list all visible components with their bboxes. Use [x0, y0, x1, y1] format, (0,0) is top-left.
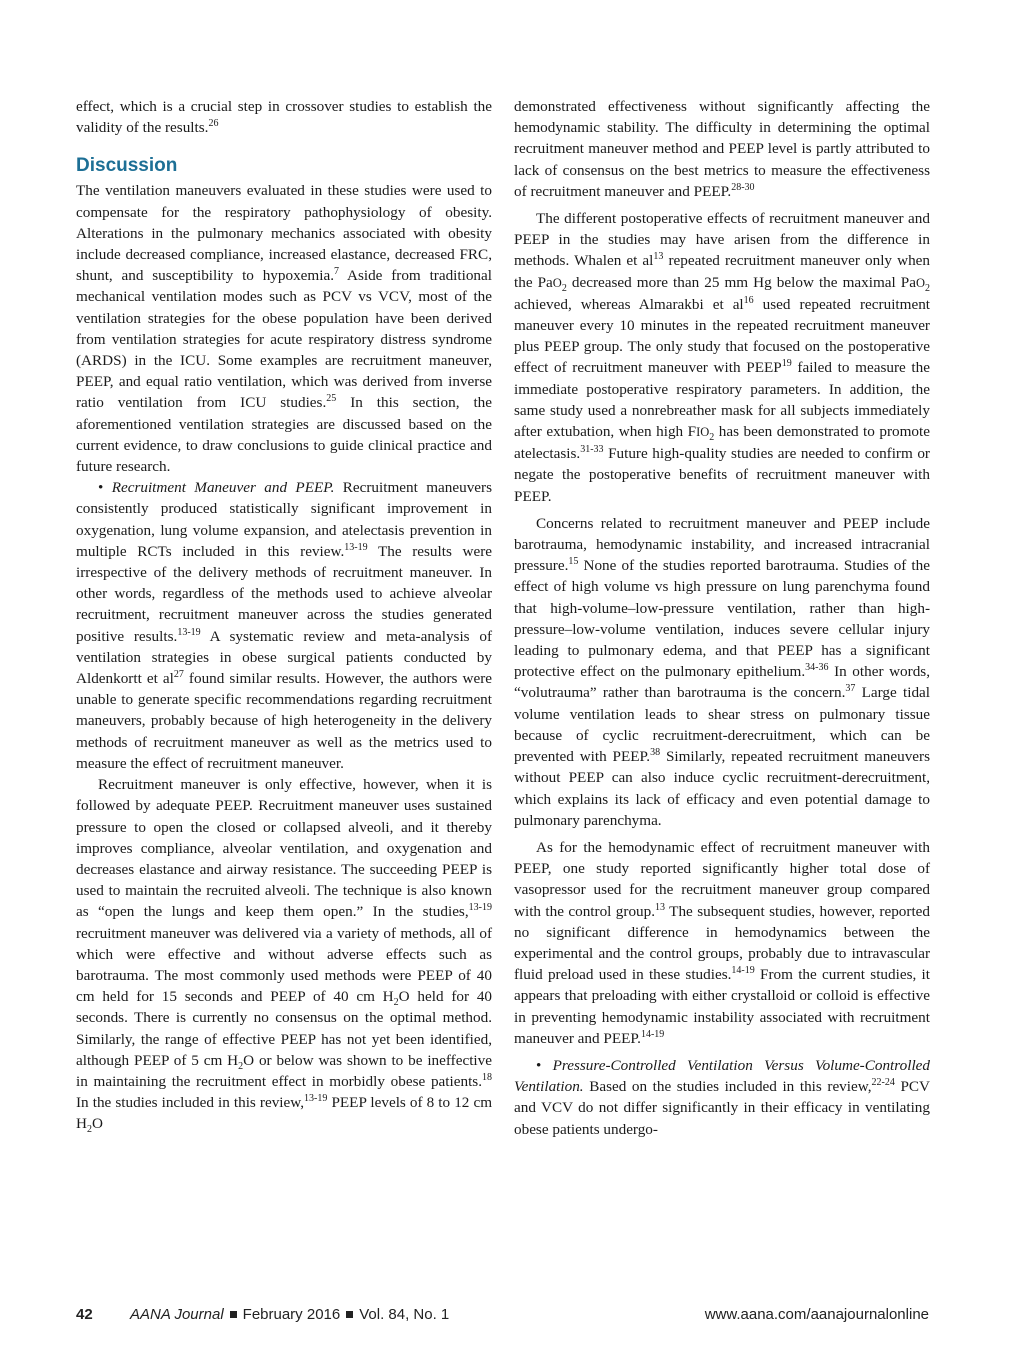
paragraph-recruitment-maneuver: • Recruitment Maneuver and PEEP. Recruitment maneuvers consistently produced statistically significant improvement in oxygenation, lung volume expansion, and atelectasis prevention in multiple RCTs included in this review.$^{13-19}$ The results were irrespective of the delivery methods of recruitment maneuver. In other words, regardless of the methods used to achieve alveolar recruitment, recruitment maneuver across the studies generated positive results.$^{13-19}$ A systematic review and meta-analysis of ventilation strategies in obese surgical patients conducted by Aldenkortt et $al^{27}$ found similar results. However, the authors were unable to generate specific recommendations regarding recruitment maneuvers, probably because of high heterogeneity in the delivery methods of recruitment maneuver as well as the metrics used to measure the effect of recruitment maneuver. [76, 479, 492, 772]
paragraph: The different postoperative effects of recruitment maneuver and PEEP in the studies may have arisen from the difference in methods. Whalen et $al^{13}$ repeated recruitment maneuver only when the PaO$_2$ decreased more than 25 mm Hg below the maximal PaO$_2$ achieved, whereas Almarakbi et $al^{16}$ used repeated recruitment maneuver every 10 minutes in the repeated recruitment maneuver plus PEEP group. The only study that focused on the postoperative effect of recruitment maneuver with PEEP$^{19}$ failed to measure the immediate postoperative respiratory parameters. In addition, the same study used a nonrebreather mask for all subjects immediately after extubation, when high $FIO_2$ has been demonstrated to promote atelectasis.$^{31-33}$ Future high-quality studies are needed to confirm or negate the postoperative benefits of recruitment maneuver with PEEP. [514, 210, 931, 505]
journal-url: www.aana.com/aanajournalonline [704, 1306, 929, 1323]
paragraph-pcv-vs-vcv: • Pressure-Controlled Ventilation Versus Volume-Controlled Ventilation. Based on the studies included in this review,$^{22-24}$ PCV and VCV do not differ significantly in their efficacy in ventilating obese patients undergo- [514, 1056, 931, 1138]
paragraph-continued: demonstrated effectiveness without significantly affecting the hemodynamic stability. The difficulty in determining the optimal recruitment maneuver method and PEEP level is partly attributed to lack of consensus on the best metrics to measure the effectiveness of recruitment maneuver and PEEP.$^{28-30}$ [514, 98, 930, 200]
page-number: 42 [76, 1306, 93, 1323]
journal-name: AANA Journal [130, 1306, 224, 1323]
journal-citation [130, 1306, 449, 1323]
separator-square-icon [230, 1311, 237, 1318]
paragraph-continued: effect, which is a crucial step in crossover studies to establish the validity of the results.$^{26}$ [76, 98, 492, 137]
page-footer [76, 1306, 929, 1330]
subsection-title: Recruitment Maneuver and PEEP. [111, 479, 335, 497]
paragraph: The ventilation maneuvers evaluated in these studies were used to compensate for the respiratory pathophysiology of obesity. Alterations in the pulmonary mechanics associated with obesity include decreased compliance, increased elastance, decreased FRC, shunt, and susceptibility to hypoxemia.$^7$ Aside from traditional mechanical ventilation modes such as PCV vs VCV, most of the ventilation strategies for the obese population have been derived from ventilation strategies for acute respiratory distress syndrome (ARDS) in the ICU. Some examples are recruitment maneuver, PEEP, and equal ratio ventilation, which was derived from inverse ratio ventilation from ICU studies.$^{25}$ In this section, the aforementioned ventilation strategies are discussed based on the current evidence, to draw conclusions to guide clinical practice and future research. [76, 182, 493, 476]
separator-square-icon [346, 1311, 353, 1318]
issue-date: February 2016 [242, 1306, 341, 1323]
subsection-title: Pressure-Controlled Ventilation Versus Volume-Controlled Ventilation. [514, 1056, 930, 1096]
left-column [76, 96, 492, 1135]
paragraph: As for the hemodynamic effect of recruitment maneuver with PEEP, one study reported significantly higher total dose of vasopressor used for the recruitment maneuver group compared with the control group.$^{13}$ The subsequent studies, however, reported no significant difference in hemodynamics between the experimental and the control groups, probably due to intravascular fluid preload used in these studies.$^{14-19}$ From the current studies, it appears that preloading with either crystalloid or colloid is effective in preventing hemodynamic instability associated with recruitment maneuver and PEEP.$^{14-19}$ [514, 838, 930, 1047]
section-heading-discussion: Discussion [76, 155, 178, 177]
right-column [514, 96, 930, 1140]
volume-issue: Vol. 84, No. 1 [359, 1306, 450, 1323]
paragraph: Recruitment maneuver is only effective, however, when it is followed by adequate PEEP. Recruitment maneuver uses sustained pressure to open the closed or collapsed alveoli, and it thereby improves compliance, alveolar ventilation, and oxygenation and decreases elastance and airway resistance. The succeeding PEEP is used to maintain the recruited alveoli. The technique is also known as “open the lungs and keep them open.” In the studies,$^{13-19}$ recruitment maneuver was delivered via a variety of methods, all of which were effective and without adverse effects such as barotrauma. The most commonly used methods were PEEP of 40 cm held for 15 seconds and PEEP of 40 cm $H_2O$ held for 40 seconds. There is currently no consensus on the optimal method. Similarly, the range of effective PEEP has not yet been identified, although PEEP of 5 cm $H_2O$ or below was shown to be ineffective in maintaining the recruitment effect in morbidly obese patients.$^{18}$ In the studies included in this review,$^{13-19}$ PEEP levels of 8 to 12 cm $H_2O$ [76, 776, 493, 1136]
paragraph: Concerns related to recruitment maneuver and PEEP include barotrauma, hemodynamic instability, and increased intracranial pressure.$^{15}$ None of the studies reported barotrauma. Studies of the effect of high volume vs high pressure on lung parenchyma found that high-volume–low-pressure ventilation, rather than high-pressure–low-volume ventilation, induces severe cellular injury leading to pulmonary edema, and that PEEP has a significant protective effect on the pulmonary epithelium.$^{34-36}$ In other words, “volutrauma” rather than barotrauma is the concern.$^{37}$ Large tidal volume ventilation leads to shear stress on pulmonary tissue because of cyclic recruitment-derecruitment, which can be prevented with PEEP.$^{38}$ Similarly, repeated recruitment maneuvers without PEEP can also induce cyclic recruitment-derecruitment, which explains its lack of efficacy and even potential damage to pulmonary parenchyma. [514, 514, 931, 829]
